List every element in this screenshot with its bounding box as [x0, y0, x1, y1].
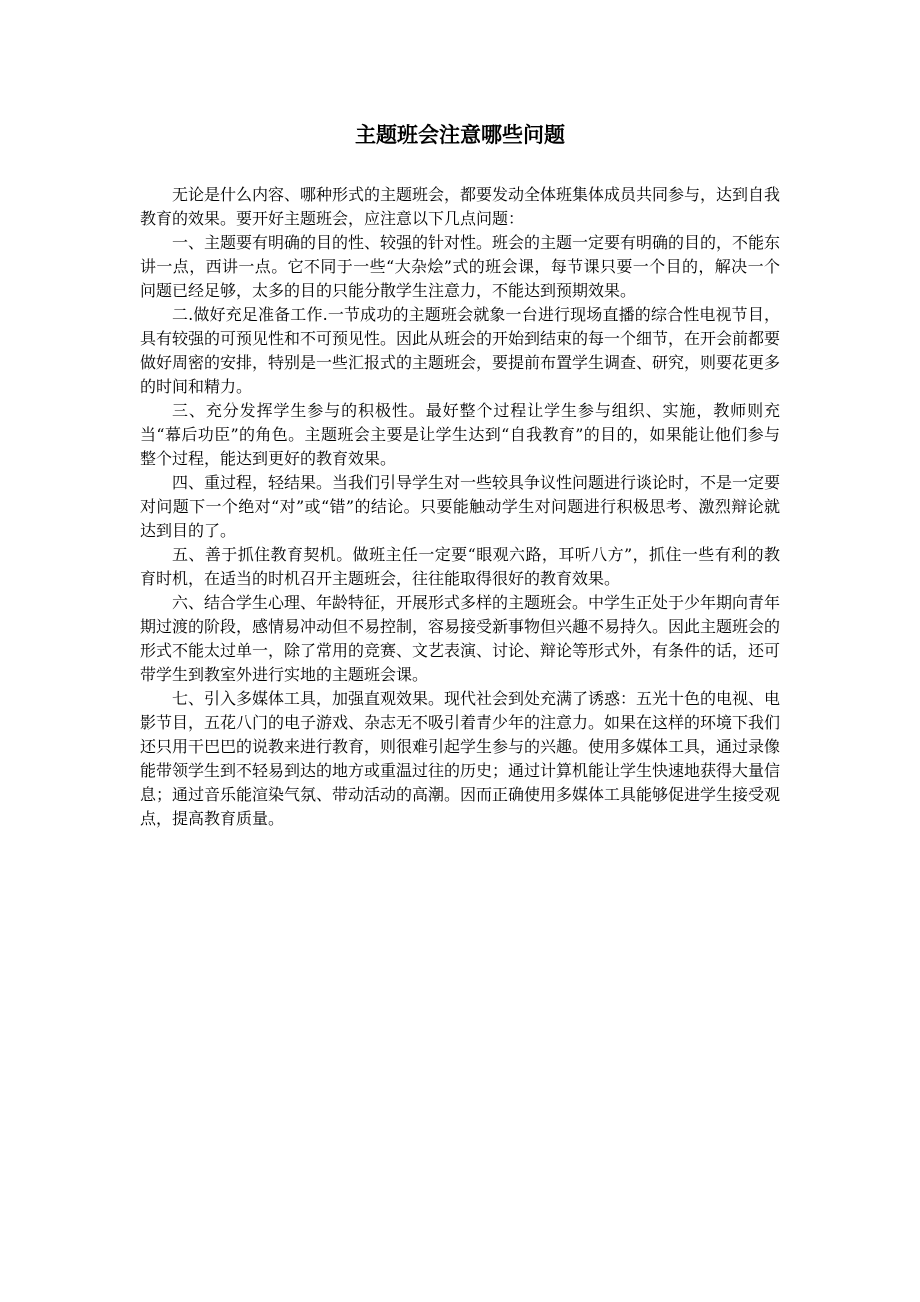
document-title: 主题班会注意哪些问题 [355, 122, 565, 147]
point-6-paragraph: 六、结合学生心理、年龄特征，开展形式多样的主题班会。中学生正处于少年期向青年期过渡的阶段，感情易冲动但不易控制，容易接受新事物但兴趣不易持久。因此主题班会的形式不能太过单一，除了常用的竞赛、文艺表演、讨论、辩论等形式外，有条件的话，还可带学生到教室外进行实地的主题班会课。 [140, 593, 781, 684]
point-2-paragraph: 二.做好充足准备工作.一节成功的主题班会就象一台进行现场直播的综合性电视节目，具有较强的可预见性和不可预见性。因此从班会的开始到结束的每一个细节，在开会前都要做好周密的安排，特别是一些汇报式的主题班会，要提前布置学生调查、研究，则要花更多的时间和精力。 [140, 305, 781, 396]
point-5-paragraph: 五、善于抓住教育契机。做班主任一定要“眼观六路，耳听八方”，抓住一些有利的教育时机，在适当的时机召开主题班会，往往能取得很好的教育效果。 [140, 545, 780, 588]
intro-paragraph: 无论是什么内容、哪种形式的主题班会，都要发动全体班集体成员共同参与，达到自我教育的效果。要开好主题班会，应注意以下几点问题： [140, 185, 781, 228]
point-1-paragraph: 一、主题要有明确的目的性、较强的针对性。班会的主题一定要有明确的目的，不能东讲一点，西讲一点。它不同于一些“大杂烩”式的班会课，每节课只要一个目的，解决一个问题已经足够，太多的目的只能分散学生注意力，不能达到预期效果。 [140, 233, 781, 300]
document-body [140, 183, 780, 831]
point-7-paragraph: 七、引入多媒体工具，加强直观效果。现代社会到处充满了诱惑：五光十色的电视、电影节目，五花八门的电子游戏、杂志无不吸引着青少年的注意力。如果在这样的环境下我们还只用干巴巴的说教来进行教育，则很难引起学生参与的兴趣。使用多媒体工具，通过录像能带领学生到不轻易到达的地方或重温过往的历史；通过计算机能让学生快速地获得大量信息；通过音乐能渲染气氛、带动活动的高潮。因而正确使用多媒体工具能够促进学生接受观点，提高教育质量。 [140, 689, 781, 828]
point-4-paragraph: 四、重过程，轻结果。当我们引导学生对一些较具争议性问题进行谈论时，不是一定要对问题下一个绝对“对”或“错”的结论。只要能触动学生对问题进行积极思考、激烈辩论就达到目的了。 [140, 473, 781, 540]
point-3-paragraph: 三、充分发挥学生参与的积极性。最好整个过程让学生参与组织、实施，教师则充当“幕后功臣”的角色。主题班会主要是让学生达到“自我教育”的目的，如果能让他们参与整个过程，能达到更好的教育效果。 [140, 401, 780, 468]
